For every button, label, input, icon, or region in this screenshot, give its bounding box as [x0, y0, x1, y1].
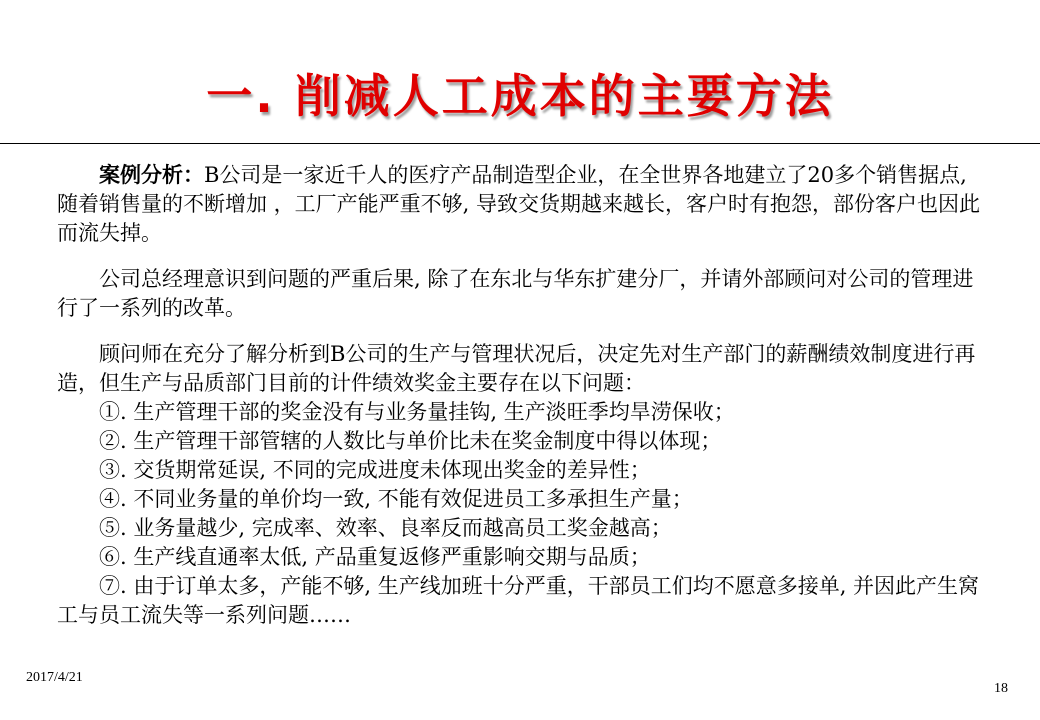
case-text: B公司是一家近千人的医疗产品制造型企业，在全世界各地建立了20多个销售据点, 随着销售量的不断增加 ，工厂产能严重不够, 导致交货期越来越长，客户时有抱怨，部份客户也因此而流失掉。 — [57, 163, 981, 245]
case-paragraph — [57, 160, 987, 248]
title-divider — [0, 143, 1040, 144]
management-paragraph: 公司总经理意识到问题的严重后果, 除了在东北与华东扩建分厂，并请外部顾问对公司的管理进行了一系列的改革。 — [57, 267, 974, 320]
page-number: 18 — [994, 681, 1008, 696]
issue-item: ④. 不同业务量的单价均一致, 不能有效促进员工多承担生产量； — [99, 487, 693, 511]
slide-title: 一. 削减人工成本的主要方法 — [206, 69, 834, 123]
issue-item: ①. 生产管理干部的奖金没有与业务量挂钩, 生产淡旺季均旱涝保收； — [99, 400, 735, 424]
issue-item: ③. 交货期常延误, 不同的完成进度未体现出奖金的差异性； — [99, 458, 651, 482]
slide-date: 2017/4/21 — [26, 670, 83, 685]
issue-item: ②. 生产管理干部管辖的人数比与单价比未在奖金制度中得以体现； — [99, 429, 722, 453]
issue-item: ⑥. 生产线直通率太低, 产品重复返修严重影响交期与品质； — [99, 545, 651, 569]
case-label: 案例分析： — [99, 162, 204, 187]
issue-item: ⑤. 业务量越少, 完成率、效率、良率反而越高员工奖金越高； — [99, 516, 672, 540]
slide-body — [57, 160, 987, 630]
issue-item: ⑦. 由于订单太多，产能不够, 生产线加班十分严重，干部员工们均不愿意多接单, 并因此产生窝工与员工流失等一系列问题…… — [57, 574, 980, 627]
issue-list — [57, 398, 987, 630]
consultant-paragraph: 顾问师在充分了解分析到B公司的生产与管理状况后，决定先对生产部门的薪酬绩效制度进行再造，但生产与品质部门目前的计件绩效奖金主要存在以下问题： — [57, 342, 976, 395]
